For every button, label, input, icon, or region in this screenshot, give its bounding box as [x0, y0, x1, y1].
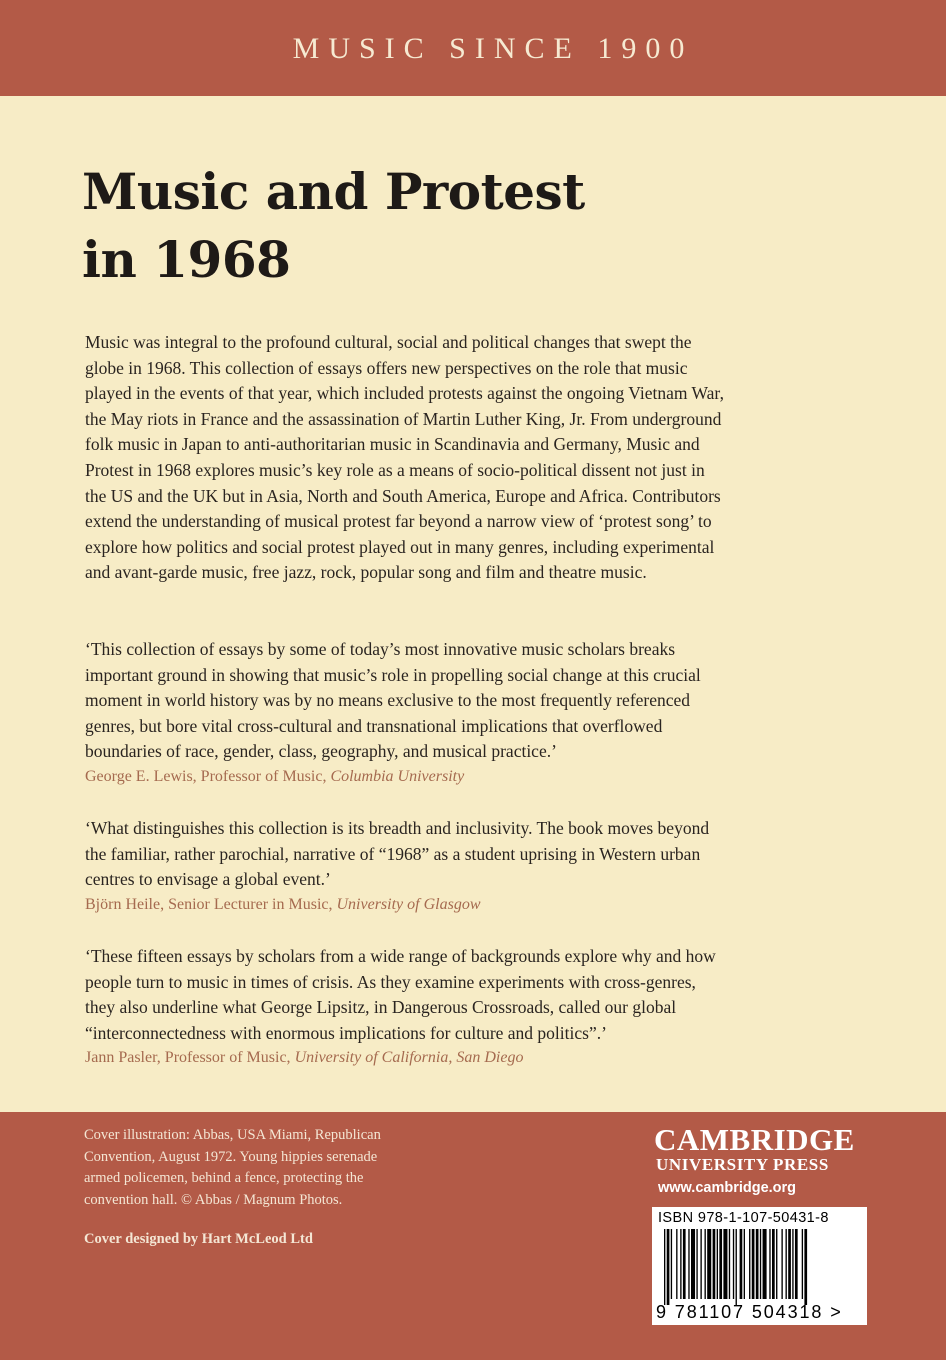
barcode-bar [719, 1229, 722, 1299]
blurb-line: globe in 1968. This collection of essays offers new perspectives on the role that music [85, 357, 688, 378]
barcode-bar [723, 1229, 727, 1299]
quote-line: moment in world history was by no means exclusive to the most frequently referenced [85, 690, 691, 711]
barcode-bar [676, 1229, 677, 1299]
barcode-bar [795, 1229, 798, 1299]
publisher-url[interactable]: www.cambridge.org [658, 1180, 797, 1196]
quote-line: people turn to music in times of crisis. As they examine experiments with cross-genres, [85, 971, 696, 992]
barcode-bar [744, 1229, 745, 1299]
barcode-bar [680, 1229, 681, 1299]
barcode-bar [700, 1229, 701, 1299]
quote-line: important ground in showing that music’s role in propelling social change at this crucial [85, 664, 701, 685]
attribution-name: Jann Pasler, Professor of Music, [85, 1049, 291, 1066]
barcode-bar [729, 1229, 730, 1299]
barcode-bar [717, 1229, 718, 1299]
attribution-name: Björn Heile, Senior Lecturer in Music, [85, 896, 333, 913]
barcode-bar [756, 1229, 759, 1299]
barcode-bar [740, 1229, 743, 1299]
blurb-line: Protest in 1968 explores music’s key role as a means of socio-political dissent not just in [85, 459, 705, 480]
barcode-bar [804, 1229, 807, 1305]
cover-credit-line: Cover illustration: Abbas, USA Miami, Republican [84, 1127, 381, 1143]
book-title-line: in 1968 [82, 230, 291, 289]
barcode-bar [683, 1229, 686, 1299]
barcode-bar [776, 1229, 777, 1299]
barcode-bar [802, 1229, 803, 1299]
endorsement-quote [85, 816, 885, 893]
quote-line: genres, but bore vital cross-cultural and transnational implications that overflowed [85, 715, 663, 736]
endorsement-attribution [85, 766, 885, 788]
barcode-bar [664, 1229, 665, 1305]
blurb [85, 330, 885, 586]
cover-credit-line: armed policemen, behind a fence, protecting the [84, 1170, 364, 1187]
barcode-bar [736, 1229, 737, 1305]
barcode-bar [667, 1229, 670, 1305]
quote-line: “interconnectedness with enormous implications for culture and politics”.’ [85, 1022, 607, 1043]
blurb-line: played in the events of that year, which included protests against the ongoing Vietnam War, [85, 383, 724, 404]
barcode-bar [763, 1229, 767, 1299]
quote-line: centres to envisage a global event.’ [85, 869, 331, 890]
blurb-line: folk music in Japan to anti-authoritarian music in Scandinavia and Germany, Music and [85, 434, 700, 455]
barcode-digits: 9 781107 504318 > [656, 1302, 843, 1322]
barcode-bar [688, 1229, 689, 1299]
attribution-institution: University of California, San Diego [294, 1049, 524, 1066]
barcode-bar [792, 1229, 793, 1299]
endorsement-attribution [85, 894, 885, 916]
blurb-line: explore how politics and social protest played out in many genres, including experimental [85, 536, 715, 557]
barcode-bar [786, 1229, 787, 1299]
barcode-bar [772, 1229, 775, 1299]
barcode-bar [707, 1229, 711, 1299]
isbn-label: ISBN 978-1-107-50431-8 [658, 1210, 829, 1226]
barcode-bar [713, 1229, 716, 1299]
attribution-institution: University of Glasgow [336, 896, 481, 913]
barcode-bar [691, 1229, 695, 1299]
blurb-line: extend the understanding of musical protest far beyond a narrow view of ‘protest song’ to [85, 511, 712, 532]
quote-line: ‘What distinguishes this collection is its breadth and inclusivity. The book moves beyond [85, 818, 710, 838]
cover-designer: Cover designed by Hart McLeod Ltd [84, 1231, 313, 1247]
blurb-line: the May riots in France and the assassination of Martin Luther King, Jr. From underground [85, 408, 722, 429]
endorsement-quote [85, 944, 885, 1046]
barcode-bar [733, 1229, 734, 1299]
book-title [82, 158, 842, 294]
barcode-bar [788, 1229, 791, 1299]
quote-line: ‘These fifteen essays by scholars from a wide range of backgrounds explore why and how [85, 946, 716, 966]
endorsement-quote [85, 637, 885, 765]
barcode-box [652, 1207, 867, 1325]
barcode-bar [752, 1229, 755, 1299]
attribution-name: George E. Lewis, Professor of Music, [85, 768, 327, 785]
quote-line: the familiar, rather parochial, narrative of “1968” as a student uprising in Western urban [85, 843, 701, 864]
barcode-bar [696, 1229, 697, 1299]
quote-line: ‘This collection of essays by some of today’s most innovative music scholars breaks [85, 639, 676, 659]
barcode-bar [705, 1229, 706, 1299]
cover-credit [84, 1125, 484, 1211]
publisher-subtitle: UNIVERSITY PRESS [656, 1155, 829, 1174]
blurb-line: the US and the UK but in Asia, North and South America, Europe and Africa. Contributors [85, 485, 721, 506]
attribution-institution: Columbia University [330, 768, 465, 785]
cover-credit-line: convention hall. © Abbas / Magnum Photos. [84, 1191, 343, 1208]
book-title-line: Music and Protest [82, 162, 585, 221]
barcode-bar [769, 1229, 770, 1299]
quote-line: they also underline what George Lipsitz, in Dangerous Crossroads, called our global [85, 997, 677, 1018]
barcode-bar [760, 1229, 761, 1299]
blurb-line: and avant-garde music, free jazz, rock, popular song and film and theatre music. [85, 562, 647, 583]
quote-line: boundaries of race, gender, class, geography, and musical practice.’ [85, 741, 557, 762]
barcode-bar [781, 1229, 782, 1299]
barcode-bar [749, 1229, 750, 1299]
endorsement-attribution [85, 1047, 885, 1069]
barcode-bar [671, 1229, 672, 1299]
cover-credit-line: Convention, August 1972. Young hippies serenade [84, 1148, 378, 1165]
publisher-logo: CAMBRIDGE [654, 1122, 855, 1157]
series-title: MUSIC SINCE 1900 [292, 32, 694, 65]
blurb-line: Music was integral to the profound cultural, social and political changes that swept the [85, 332, 692, 352]
